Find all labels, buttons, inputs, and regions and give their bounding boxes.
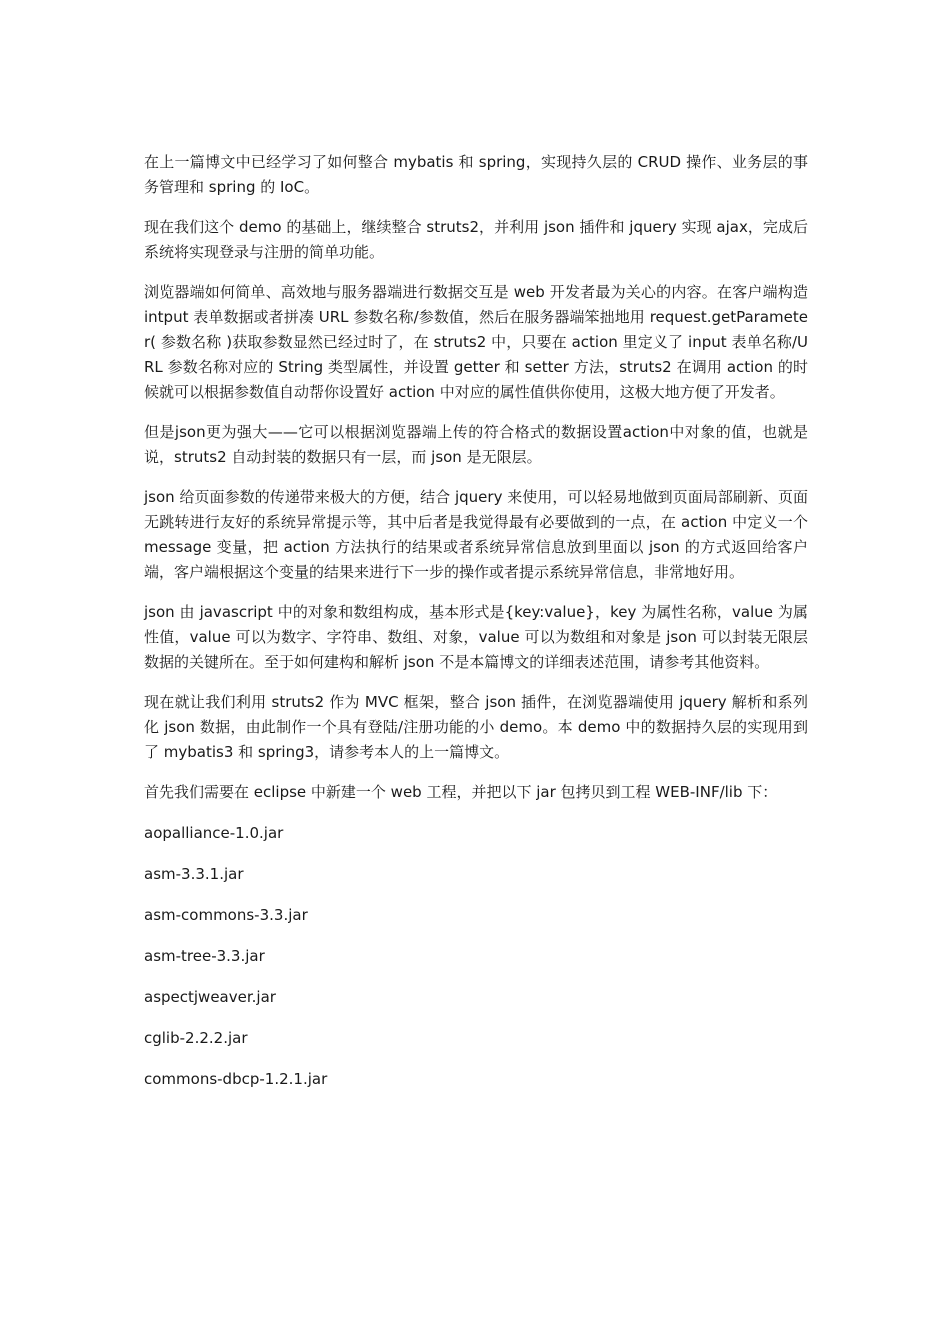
paragraph: json 给页面参数的传递带来极大的方便，结合 jquery 来使用，可以轻易地做到页面局部刷新、页面无跳转进行友好的系统异常提示等，其中后者是我觉得最有必要做到的一点，在 action 中定义一个 message 变量，把 action 方法执行的结果或者系统异常信息放到里面以 json 的方式返回给客户端，客户端根据这个变量的结果来进行下一步的操作或者提示系统异常信息，非常地好用。 <box>144 488 808 581</box>
jar-list-item: asm-tree-3.3.jar <box>144 947 265 965</box>
jar-list-item: cglib-2.2.2.jar <box>144 1029 248 1047</box>
paragraph: 首先我们需要在 eclipse 中新建一个 web 工程，并把以下 jar 包拷贝到工程 WEB-INF/lib 下： <box>144 783 778 801</box>
paragraph: 但是json更为强大——它可以根据浏览器端上传的符合格式的数据设置action中对象的值，也就是说，struts2 自动封装的数据只有一层，而 json 是无限层。 <box>144 423 808 466</box>
paragraph: 现在就让我们利用 struts2 作为 MVC 框架，整合 json 插件，在浏览器端使用 jquery 解析和系列化 json 数据，由此制作一个具有登陆/注册功能的小 demo。本 demo 中的数据持久层的实现用到了 mybatis3 和 spring3，请参考本人的上一篇博文。 <box>144 693 808 761</box>
jar-list-item: aopalliance-1.0.jar <box>144 824 284 842</box>
jar-list-item: asm-commons-3.3.jar <box>144 906 308 924</box>
paragraph: json 由 javascript 中的对象和数组构成，基本形式是{key:value}，key 为属性名称，value 为属性值，value 可以为数字、字符串、数组、对象，value 可以为数组和对象是 json 可以封装无限层数据的关键所在。至于如何建构和解析 json 不是本篇博文的详细表述范围，请参考其他资料。 <box>144 603 808 671</box>
paragraph: 现在我们这个 demo 的基础上，继续整合 struts2，并利用 json 插件和 jquery 实现 ajax，完成后系统将实现登录与注册的简单功能。 <box>144 218 808 261</box>
document-body <box>144 150 808 1107</box>
jar-list-item: asm-3.3.1.jar <box>144 865 244 883</box>
paragraph: 在上一篇博文中已经学习了如何整合 mybatis 和 spring，实现持久层的 CRUD 操作、业务层的事务管理和 spring 的 IoC。 <box>144 153 808 196</box>
jar-list-item: commons-dbcp-1.2.1.jar <box>144 1070 328 1088</box>
jar-list-item: aspectjweaver.jar <box>144 988 276 1006</box>
paragraph: 浏览器端如何简单、高效地与服务器端进行数据交互是 web 开发者最为关心的内容。在客户端构造 intput 表单数据或者拼凑 URL 参数名称/参数值，然后在服务器端笨拙地用 request.getParameter( 参数名称 )获取参数显然已经过时了，在 struts2 中，只要在 action 里定义了 input 表单名称/URL 参数名称对应的 String 类型属性，并设置 getter 和 setter 方法，struts2 在调用 action 的时候就可以根据参数值自动帮你设置好 action 中对应的属性值供你使用，这极大地方便了开发者。 <box>144 283 808 401</box>
